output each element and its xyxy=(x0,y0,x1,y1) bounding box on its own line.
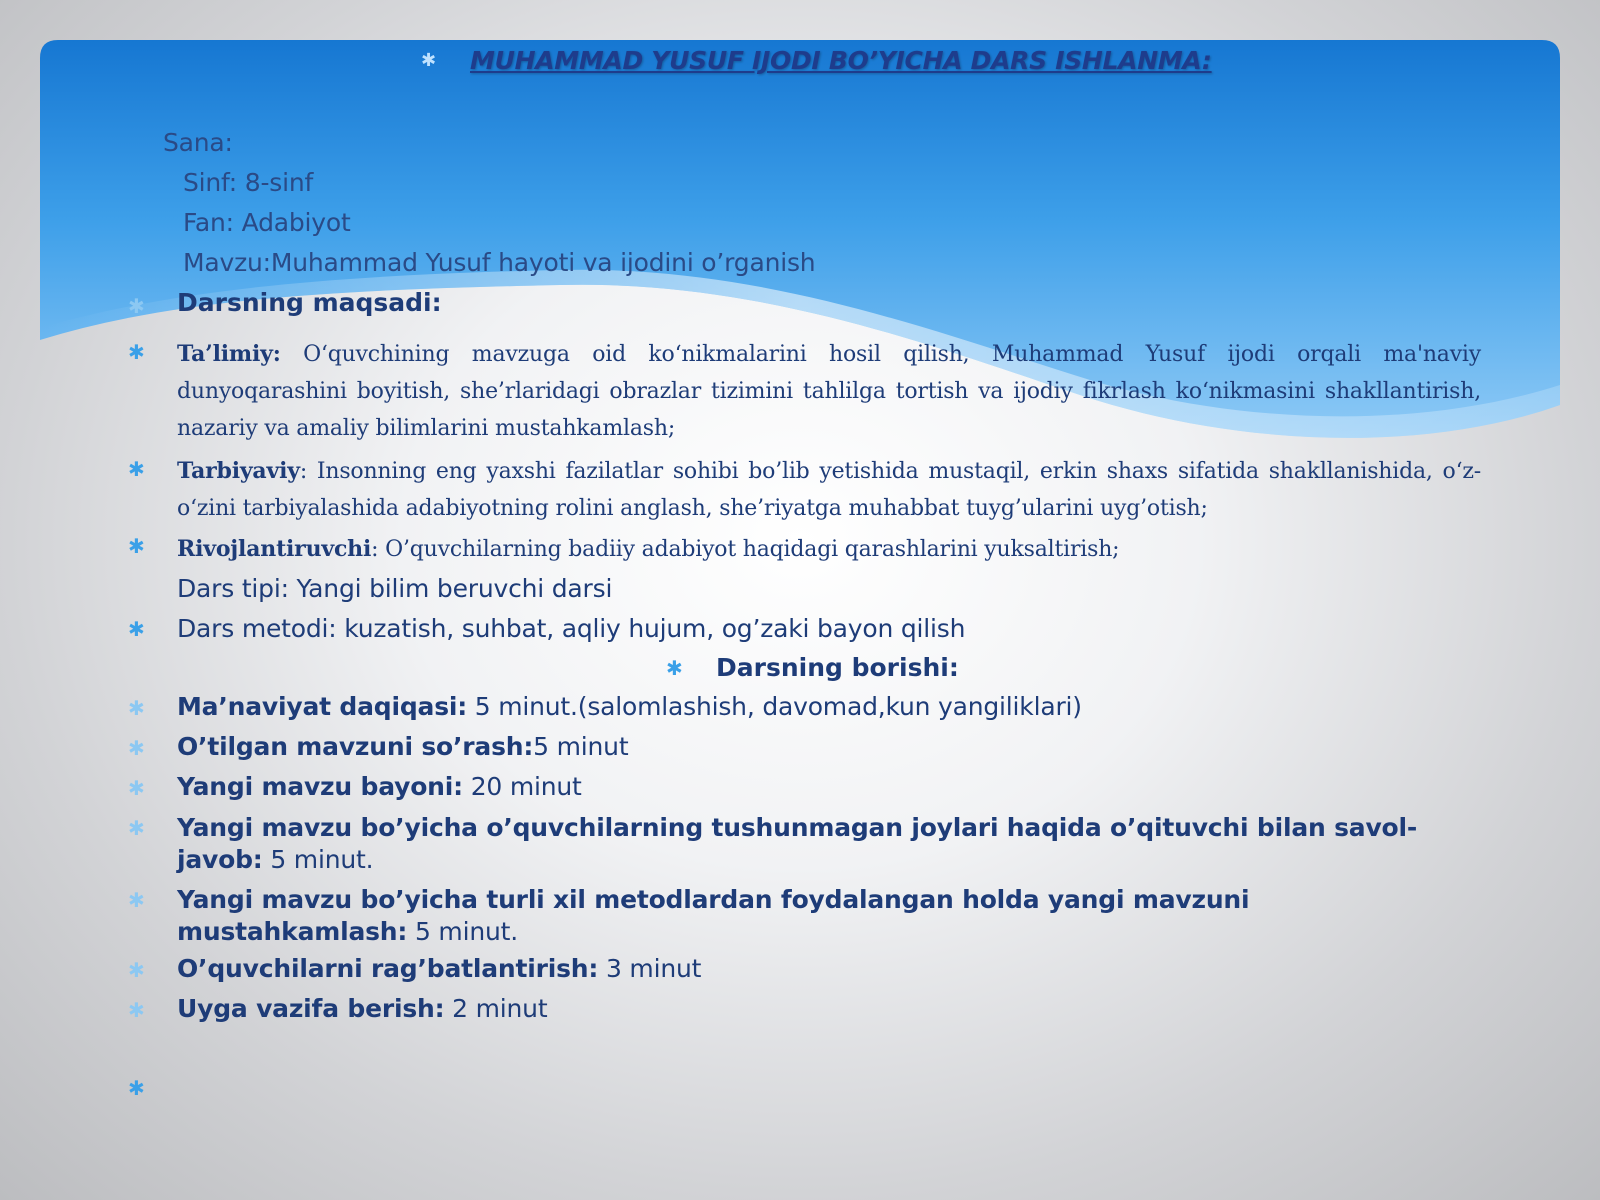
goal-talimiy-text: O‘quvchining mavzuga oid ko‘nikmalarini hosil qilish, Muhammad Yusuf ijodi orqali ma'naviy dunyoqarashini boyitish, she’rlaridagi obrazlar tizimini tahlilga tortish va ijodiy fikrlash ko‘nikmasini shakllantirish, nazariy va amaliy bilimlarini mustahkamlash; xyxy=(177,342,1481,441)
flow-item-label: Yangi mavzu bo’yicha o’quvchilarning tushunmagan joylari haqida o’qituvchi bilan savol-javob: xyxy=(177,813,1418,874)
lesson-type: Dars tipi: Yangi bilim beruvchi darsi xyxy=(177,574,613,603)
goal-rivojlantiruvchi xyxy=(177,531,1481,568)
asterisk-bullet-icon: ✱ xyxy=(128,617,145,641)
goal-rivojlantiruvchi-label: Rivojlantiruvchi xyxy=(177,536,372,562)
flow-item xyxy=(177,884,1477,948)
flow-item-text: 5 minut.(salomlashish, davomad,kun yangiliklari) xyxy=(467,692,1082,721)
flow-item-label: Yangi mavzu bo’yicha turli xil metodlardan foydalangan holda yangi mavzuni mustahkamlash: xyxy=(177,885,1250,946)
goal-tarbiyaviy-label: Tarbiyaviy xyxy=(177,458,300,484)
goal-rivojlantiruvchi-text: : O’quvchilarning badiiy adabiyot haqidagi qarashlarini yuksaltirish; xyxy=(371,537,1120,562)
flow-item-text: 3 minut xyxy=(598,954,702,983)
flow-item-label: Ma’naviyat daqiqasi: xyxy=(177,692,468,721)
asterisk-bullet-icon: ✱ xyxy=(128,816,145,840)
flow-item-text: 5 minut. xyxy=(407,917,518,946)
asterisk-bullet-icon: ✱ xyxy=(128,776,145,800)
goal-tarbiyaviy-text: : Insonning eng yaxshi fazilatlar sohibi bo’lib yetishida mustaqil, erkin shaxs sifatida shakllanishida, o‘z-o‘zini tarbiyalashida adabiyotning rolini anglash, she’riyatga muhabbat tuyg’ularini uyg’otish; xyxy=(177,459,1481,521)
flow-item-text: 20 minut xyxy=(462,772,582,801)
flow-item xyxy=(177,692,1082,721)
asterisk-bullet-icon: ✱ xyxy=(666,656,683,680)
asterisk-bullet-icon: ✱ xyxy=(421,50,437,71)
asterisk-bullet-icon: ✱ xyxy=(128,696,145,720)
asterisk-bullet-icon: ✱ xyxy=(128,736,145,760)
flow-item xyxy=(177,954,701,983)
flow-item-text: 5 minut xyxy=(533,732,629,761)
asterisk-bullet-icon: ✱ xyxy=(128,998,145,1022)
asterisk-bullet-icon: ✱ xyxy=(128,294,145,318)
date-label: Sana: xyxy=(163,128,233,157)
lesson-method: Dars metodi: kuzatish, suhbat, aqliy hujum, og’zaki bayon qilish xyxy=(177,614,966,643)
asterisk-bullet-icon: ✱ xyxy=(128,888,145,912)
flow-item-text: 2 minut xyxy=(444,994,548,1023)
goal-tarbiyaviy xyxy=(177,453,1481,527)
goals-heading: Darsning maqsadi: xyxy=(177,288,442,317)
flow-item-label: Yangi mavzu bayoni: xyxy=(177,772,463,801)
flow-item xyxy=(177,772,582,801)
flow-item xyxy=(177,732,628,761)
slide-title: MUHAMMAD YUSUF IJODI BO’YICHA DARS ISHLANMA: xyxy=(470,46,1212,75)
lesson-flow-heading: Darsning borishi: xyxy=(716,653,959,682)
flow-item-label: O’quvchilarni rag’batlantirish: xyxy=(177,954,599,983)
goal-talimiy-label: Ta’limiy: xyxy=(177,341,281,367)
asterisk-bullet-icon: ✱ xyxy=(128,534,145,558)
subject-label: Fan: Adabiyot xyxy=(183,208,351,237)
topic-label: Mavzu:Muhammad Yusuf hayoti va ijodini o’rganish xyxy=(183,248,816,277)
asterisk-bullet-icon: ✱ xyxy=(128,340,145,364)
asterisk-bullet-icon: ✱ xyxy=(128,1076,145,1100)
goal-talimiy xyxy=(177,336,1481,447)
flow-item xyxy=(177,994,547,1023)
flow-item-label: Uyga vazifa berish: xyxy=(177,994,445,1023)
flow-item-label: O’tilgan mavzuni so’rash: xyxy=(177,732,534,761)
flow-item-text: 5 minut. xyxy=(262,845,374,874)
asterisk-bullet-icon: ✱ xyxy=(128,457,145,481)
asterisk-bullet-icon: ✱ xyxy=(128,958,145,982)
grade-label: Sinf: 8-sinf xyxy=(183,168,314,197)
flow-item xyxy=(177,812,1477,876)
